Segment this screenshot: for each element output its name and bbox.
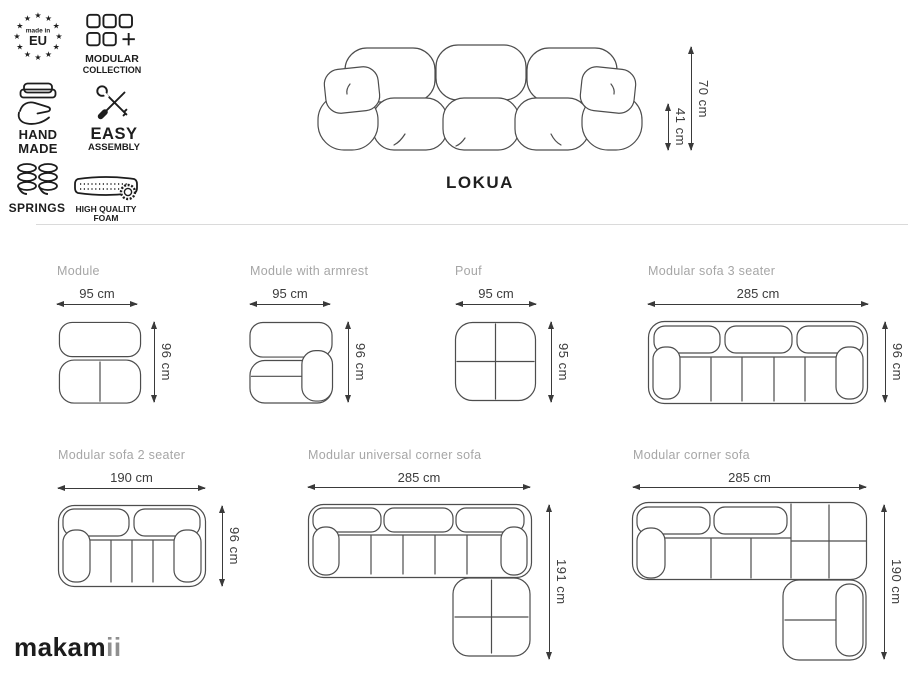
pouf-width-arrow (456, 304, 536, 305)
sofa3-depth-dim: 96 cm (890, 343, 905, 381)
svg-text:★: ★ (44, 50, 53, 60)
springs-icon (15, 162, 59, 198)
product-title-sofa2: Modular sofa 2 seater (58, 448, 186, 462)
hand-sofa-icon (14, 82, 62, 126)
svg-text:★: ★ (52, 21, 60, 31)
corner-width-arrow (633, 487, 866, 488)
eu-text: EU (28, 33, 48, 48)
svg-text:★: ★ (13, 32, 21, 41)
corner-drawing (631, 501, 868, 663)
made-in-text: made in (25, 27, 51, 35)
sofa2-width-arrow (58, 488, 205, 489)
module-depth-dim: 96 cm (159, 343, 174, 381)
tools-icon (93, 82, 135, 124)
brand-logo (14, 632, 122, 663)
badge-easy-assembly-label: EASY ASSEMBLY (88, 125, 140, 154)
badge-hand-made (12, 82, 64, 157)
modular-grid-icon (83, 12, 141, 52)
section-divider (36, 224, 908, 225)
badge-easy-assembly (84, 82, 144, 154)
svg-text:★: ★ (44, 13, 53, 23)
badge-modular-collection-label: MODULAR COLLECTION (82, 53, 142, 75)
sofa2-depth-arrow (222, 506, 223, 586)
badge-springs-label: SPRINGS (8, 201, 66, 215)
sofa2-drawing (57, 504, 207, 588)
hero-sofa-drawing (315, 42, 645, 154)
module-armrest-drawing (247, 320, 335, 405)
module-width-arrow (57, 304, 137, 305)
svg-text:★: ★ (34, 11, 42, 20)
sofa2-depth-dim: 96 cm (227, 527, 242, 565)
overall-height-dim: 70 cm (696, 79, 711, 118)
product-title-universal-corner: Modular universal corner sofa (308, 448, 482, 462)
corner-width-dim: 285 cm (728, 470, 771, 485)
svg-text:★: ★ (52, 42, 60, 52)
svg-text:★: ★ (34, 53, 42, 62)
svg-text:★: ★ (16, 42, 24, 52)
sofa3-width-dim: 285 cm (736, 286, 780, 301)
stars-circle-icon (11, 9, 65, 63)
badge-springs (8, 160, 66, 220)
badge-made-in-eu (11, 9, 65, 63)
seat-height-arrow (668, 104, 669, 150)
product-title-corner: Modular corner sofa (633, 448, 750, 462)
module-drawing (57, 320, 143, 406)
product-title-module-armrest: Module with armrest (250, 264, 369, 278)
corner-depth-arrow (884, 505, 885, 659)
pouf-width-dim: 95 cm (478, 286, 514, 301)
pouf-depth-dim: 95 cm (556, 343, 571, 381)
sofa3-drawing (647, 320, 869, 405)
svg-text:★: ★ (55, 32, 63, 41)
module-armrest-width-arrow (250, 304, 330, 305)
sofa3-depth-arrow (885, 322, 886, 402)
badge-modular-collection (82, 12, 142, 80)
product-title-module: Module (57, 264, 100, 278)
svg-text:★: ★ (23, 13, 32, 23)
svg-text:★: ★ (23, 50, 32, 60)
module-depth-arrow (154, 322, 155, 402)
universal-corner-drawing (307, 503, 533, 663)
svg-text:★: ★ (16, 21, 24, 31)
overall-height-arrow (691, 47, 692, 150)
module-armrest-depth-dim: 96 cm (353, 343, 368, 381)
sofa3-width-arrow (648, 304, 868, 305)
badge-high-quality-foam (72, 172, 140, 222)
universal-corner-depth-arrow (549, 505, 550, 659)
module-armrest-width-dim: 95 cm (272, 286, 308, 301)
product-name-title: LOKUA (446, 173, 514, 192)
module-armrest-depth-arrow (348, 322, 349, 402)
brand-logo-suffix: ii (106, 632, 122, 662)
module-width-dim: 95 cm (79, 286, 115, 301)
universal-corner-width-dim: 285 cm (397, 470, 441, 485)
corner-depth-dim: 190 cm (889, 559, 904, 605)
badge-hand-made-label: HAND MADE (18, 127, 58, 157)
brand-logo-main: makam (14, 632, 107, 662)
pouf-drawing (453, 320, 538, 403)
pouf-depth-arrow (551, 322, 552, 402)
product-title-pouf: Pouf (455, 264, 482, 278)
universal-corner-width-arrow (308, 487, 530, 488)
universal-corner-depth-dim: 191 cm (554, 559, 569, 605)
badge-high-quality-foam-label: HIGH QUALITY FOAM (75, 204, 137, 224)
seat-height-dim: 41 cm (673, 108, 688, 146)
sofa2-width-dim: 190 cm (110, 470, 153, 485)
foam-icon (72, 172, 140, 204)
product-title-sofa3: Modular sofa 3 seater (648, 264, 776, 278)
